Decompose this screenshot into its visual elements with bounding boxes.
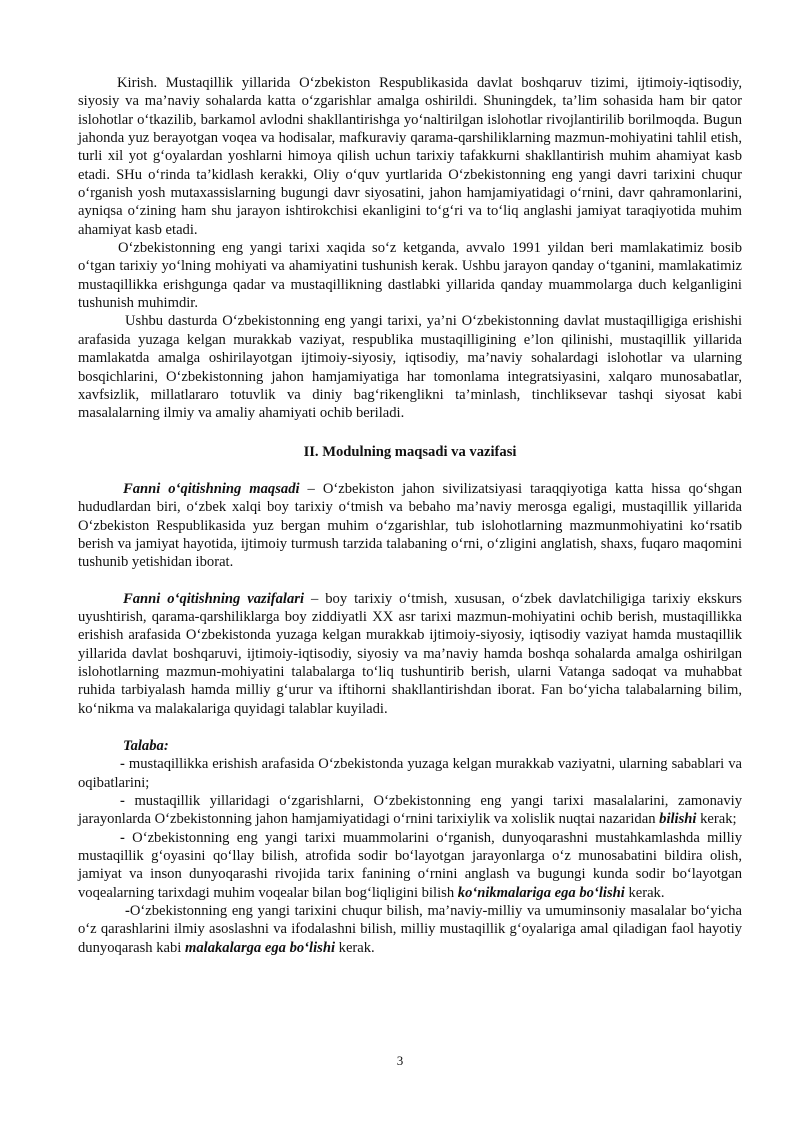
list-dash: -	[125, 903, 130, 920]
student-item-4	[78, 902, 742, 957]
tasks-term: Fanni o‘qitishning vazifalari	[123, 590, 304, 607]
student-item-2	[78, 792, 742, 829]
student-item-2-emphasis: bilishi	[659, 811, 697, 828]
goal-text: – O‘zbekiston jahon sivilizatsiyasi taraqqiyotiga katta hissa qo‘shgan hududlardan biri, o‘zbek xalqi boy tarixiy o‘tmish va bebaho ma’naviy merosga egaligi, mustaqillik yillarida O‘zbekiston Respublikasida yuz bergan muhim o‘zgarishlar, tub islohotlarning mazmunmohiyatini ko‘rsatib berish va jamiyat hayotida, ijtimoiy turmush tarzida talabaning o‘rni, o‘zligini anglatish, shaxs, fuqaro maqomini tushunib yetishidan iborat.	[78, 480, 742, 571]
intro-paragraph-3: Ushbu dasturda O‘zbekistonning eng yangi tarixi, ya’ni O‘zbekistonning davlat mustaqilligiga erishishi arafasida yuzaga kelgan murakkab vaziyat, respublika mustaqilligining e’lon qilinishi, mustaqillik yillarida mamlakatda amalga oshirilayotgan ijtimoiy-siyosiy, iqtisodiy, ma’naviy sohalardagi islohotlar va ularning bosqichlarini, O‘zbekistonning jahon hamjamiyatiga har tomonlama integratsiyasini, xalqaro munosabatlar, xavfsizlik, millatlararo totuvlik va diniy bag‘rikenglikni ta’minlash, tinchliksevar tashqi siyosat kabi masalalarning ilmiy va amaliy ahamiyati ochib beriladi.	[78, 313, 742, 422]
list-dash: -	[120, 793, 125, 810]
student-item-3-end: kerak.	[624, 884, 665, 901]
student-item-4-end: kerak.	[335, 939, 375, 956]
intro-paragraph-2: O‘zbekistonning eng yangi tarixi xaqida so‘z ketganda, avvalo 1991 yildan beri mamlakatimiz bosib o‘tgan tarixiy yo‘lning mohiyati va ahamiyatini tushunish kerak. Ushbu jarayon qanday o‘tganini, mamlakatimiz mustaqillikka erishgunga qadar va mustaqillikning dastlabki yillarida qanday muammolarga duch kelganligini tushunish muhimdir.	[78, 240, 742, 312]
student-item-2-end: kerak;	[696, 811, 737, 828]
goal-term: Fanni o‘qitishning maqsadi	[123, 480, 300, 497]
document-page	[78, 74, 742, 957]
student-item-1	[78, 755, 742, 792]
student-item-3-text: O‘zbekistonning eng yangi tarixi muammolarini o‘rganish, dunyoqarashni mustahkamlashda milliy mustaqillik g‘oyasini qo‘llay bilish, atrofida sodir bo‘layotgan jarayonlarga o‘z munosabatini bildira olish, jamiyat va inson dunyoqarashi rivojida tarix fanining o‘rnini anglash va bugungi kunda sodir bo‘layotgan voqealarning tarixdagi muhim voqealar bilan bog‘liqligini bilish	[78, 829, 742, 901]
student-item-3-emphasis: ko‘nikmalariga ega bo‘lishi	[457, 884, 625, 901]
student-item-4-emphasis: malakalarga ega bo‘lishi	[185, 939, 335, 956]
student-item-1-text: mustaqillikka erishish arafasida O‘zbekistonda yuzaga kelgan murakkab vaziyatni, ularning sabablari va oqibatlarini;	[78, 756, 742, 791]
student-label: Talaba:	[123, 738, 169, 754]
list-dash: -	[120, 756, 125, 773]
section-heading: II. Modulning maqsadi va vazifasi	[303, 443, 517, 460]
student-item-2-text: mustaqillik yillaridagi o‘zgarishlarni, O‘zbekistonning eng yangi tarixi masalalarini, zamonaviy jarayonlarda O‘zbekistonning jahon hamjamiyatidagi o‘rnini tarixiylik va xolislik nuqtai nazaridan	[78, 793, 742, 828]
tasks-text: – boy tarixiy o‘tmish, xususan, o‘zbek davlatchiligiga tarixiy ekskurs uyushtirish, qarama-qarshiliklarga boy ziddiyatli XX asr tarixi mazmun-mohiyatini ochib berish, mustaqillikka erishish arafasida O‘zbekistonda yuzaga kelgan murakkab ijtimoiy-siyosiy, iqtisodiy vaziyat hamda mustaqillik yillarida davlat boshqaruvi, ijtimoiy-iqtisodiy, siyosiy va ma’naviy hamda boshqa sohalarda amalga oshirilgan islohotlarning mazmun-mohiyatini talabalarga to‘liq tushuntirib berish, ularni Vatanga sadoqat va muhabbat ruhida tarbiyalash hamda milliy g‘urur va iftihorni shakllantirishdan iborat. Fan bo‘yicha talabalarning bilim, ko‘nikma va malakalariga quyidagi talablar kuyiladi.	[78, 590, 742, 717]
goal-paragraph	[78, 480, 742, 572]
page-number: 3	[396, 1053, 404, 1068]
student-item-3	[78, 829, 742, 902]
student-item-4-text: O‘zbekistonning eng yangi tarixini chuqur bilish, ma’naviy-milliy va umuminsoniy masalalar bo‘yicha o‘z qarashlarini ilmiy asoslashni va ifodalashni bilish, milliy mustaqillik g‘oyalariga amal qiladigan faol hayotiy dunyoqarash kabi	[78, 903, 742, 956]
intro-paragraph-1: Kirish. Mustaqillik yillarida O‘zbekiston Respublikasida davlat boshqaruv tizimi, ijtimoiy-iqtisodiy, siyosiy va ma’naviy sohalarda katta o‘zgarishlar amalga oshirildi. Shuningdek, ta’lim sohasida ham bir qator islohotlar o‘tkazilib, barkamol avlodni shakllantirishga yo‘naltirilgan islohotlar rivojlantirilib borilmoqda. Bugun jahonda yuz berayotgan voqea va hodisalar, mafkuraviy qarama-qarshiliklarning mazmun-mohiyatini tahlil etish, turli xil yot g‘oyalardan yoshlarni himoya qilish uchun tarixiy tafakkurni shakllantirish muhim ahamiyat kasb etadi. SHu o‘rinda ta’kidlash kerakki, Oliy o‘quv yurtlarida O‘zbekistonning eng yangi davri tarixini chuqur o‘rganish yosh mutaxassislarning bugungi davr siyosatini, jahon hamjamiyatidagi o‘rnini, davr qahramonlarini, ayniqsa o‘zining ham shu jarayon ishtirokchisi ekanligini to‘g‘ri va to‘liq anglashi jamiyat taraqiyotida muhim ahamiyat kasb etadi.	[78, 75, 742, 238]
tasks-paragraph	[78, 590, 742, 718]
list-dash: -	[120, 829, 125, 846]
